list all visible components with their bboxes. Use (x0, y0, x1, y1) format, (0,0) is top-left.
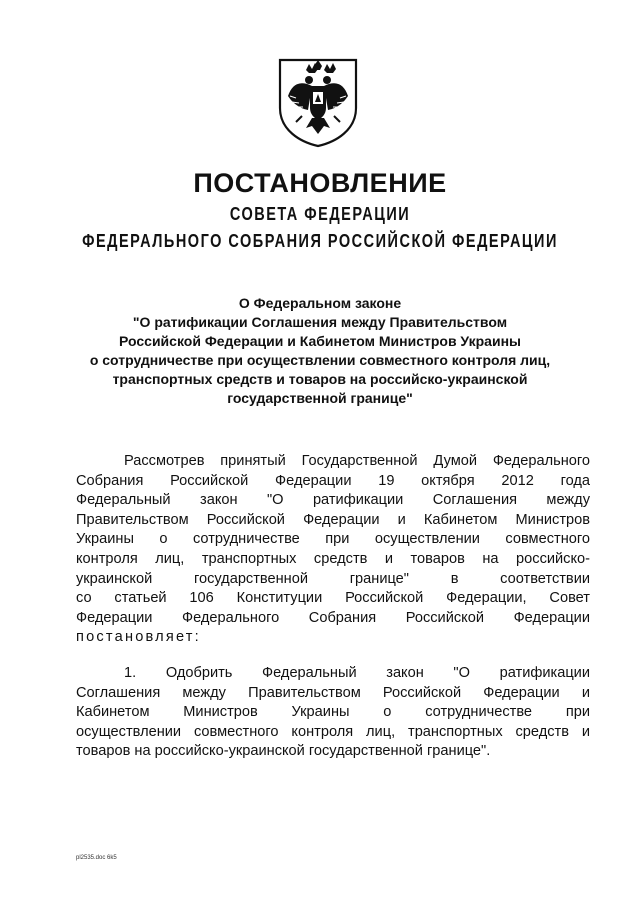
subject-line: "О ратификации Соглашения между Правительством (132, 314, 508, 330)
item-line: Кабинетом Министров Украины о сотрудничестве при (76, 704, 590, 721)
preamble-line: Федеральный закон "О ратификации Соглашения между (76, 492, 590, 509)
subject-line: государственной границе" (227, 390, 413, 406)
item-line: Соглашения между Правительством Российской Федерации и (76, 684, 590, 701)
item-line: товаров на российско-украинской государственной границе". (76, 743, 491, 760)
preamble-line: Украины о сотрудничестве при осуществлении совместного (76, 531, 590, 548)
document-subject (60, 294, 580, 408)
item-line: 1. Одобрить Федеральный закон "О ратификации (124, 665, 590, 681)
subject-line: О Федеральном законе (238, 295, 402, 311)
issuer-line-2: ФЕДЕРАЛЬНОГО СОБРАНИЯ РОССИЙСКОЙ ФЕДЕРАЦИИ (82, 231, 558, 253)
preamble-line: Собрания Российской Федерации 19 октября 2012 года (76, 472, 590, 489)
subject-line: о сотрудничестве при осуществлении совместного контроля лиц, (89, 352, 551, 368)
item-line: осуществлении совместного контроля лиц, транспортных средств и (76, 723, 590, 740)
document-title: ПОСТАНОВЛЕНИЕ (193, 168, 447, 198)
subject-line: Российской Федерации и Кабинетом Министров Украины (119, 333, 521, 349)
item-1-paragraph (76, 664, 590, 762)
subject-line: транспортных средств и товаров на российско-украинской (112, 371, 528, 387)
preamble-line: Рассмотрев принятый Государственной Думой Федерального (124, 453, 590, 469)
preamble-line: Правительством Российской Федерации и Кабинетом Министров (76, 511, 590, 528)
file-reference: pl2535.doc 6k5 (76, 855, 117, 861)
preamble-paragraph (76, 452, 590, 648)
issuer-line-1: СОВЕТА ФЕДЕРАЦИИ (229, 204, 411, 226)
preamble-line: Федерации Федерального Собрания Российской Федерации (76, 609, 590, 626)
preamble-line: украинской государственной границе" в соответствии (76, 570, 590, 587)
resolves-word: постановляет: (76, 629, 201, 646)
preamble-line: контроля лиц, транспортных средств и товаров на российско- (76, 550, 590, 567)
coat-of-arms-emblem-icon (274, 56, 362, 148)
preamble-line: со статьей 106 Конституции Российской Федерации, Совет (76, 590, 590, 607)
